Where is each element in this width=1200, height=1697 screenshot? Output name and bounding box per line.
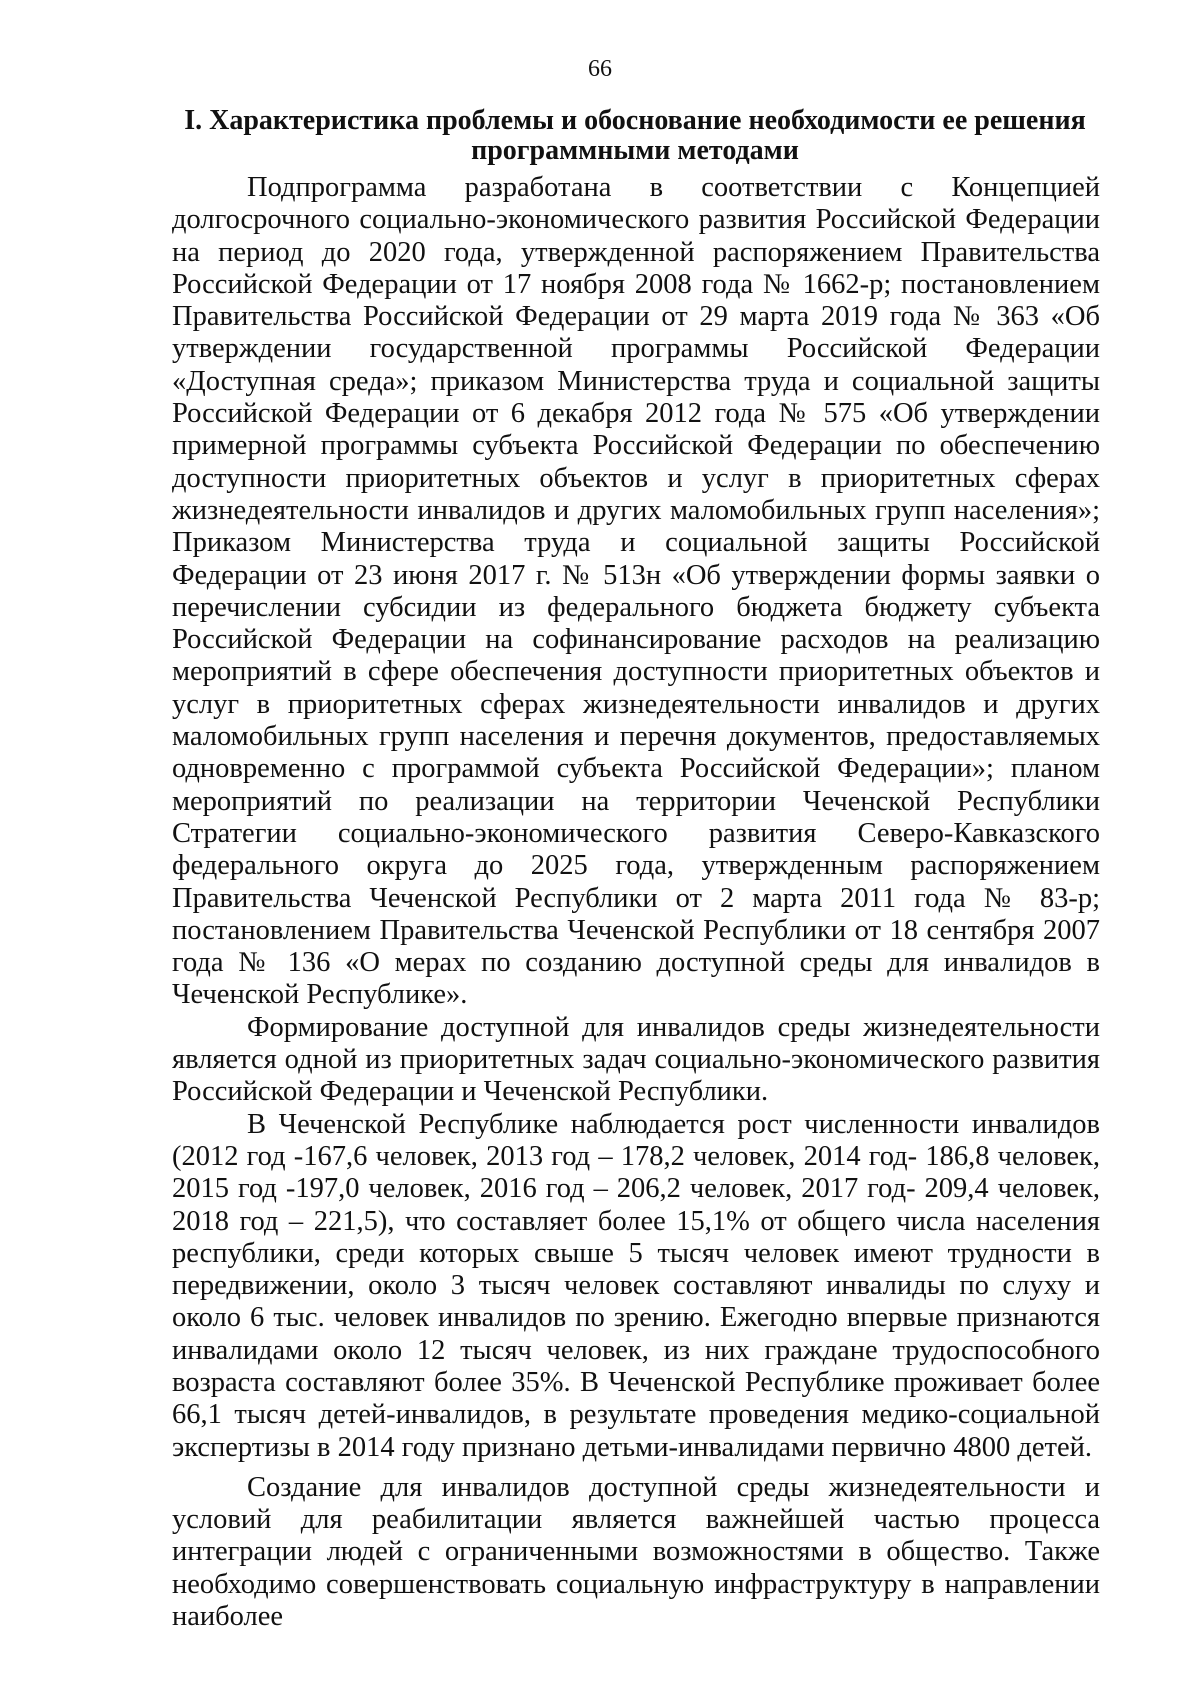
paragraph-integration: Создание для инвалидов доступной среды жизнедеятельности и условий для реабилитации является важнейшей частью процесса интеграции людей с ограниченными возможностями в общество. Также необходимо совершенствовать социальную инфраструктуру в направлении наиболее [172,1471,1100,1633]
section-heading-line-2: программными методами [471,135,799,166]
section-heading [170,106,1100,166]
paragraph-statistics: В Чеченской Республике наблюдается рост численности инвалидов (2012 год -167,6 человек, 2013 год – 178,2 человек, 2014 год- 186,8 человек, 2015 год -197,0 человек, 2016 год – 206,2 человек, 2017 год- 209,4 человек, 2018 год – 221,5), что составляет более 15,1% от общего числа населения республики, среди которых свыше 5 тысяч человек имеют трудности в передвижении, около 3 тысяч человек составляют инвалиды по слуху и около 6 тыс. человек инвалидов по зрению. Ежегодно впервые признаются инвалидами около 12 тысяч человек, из них граждане трудоспособного возраста составляют более 35%. В Чеченской Республике проживает более 66,1 тысяч детей-инвалидов, в результате проведения медико-социальной экспертизы в 2014 году признано детьми-инвалидами первично 4800 детей. [172,1108,1100,1463]
section-heading-line-1: I. Характеристика проблемы и обоснование необходимости ее решения [184,105,1086,136]
body-text [172,172,1100,1633]
paragraph-legal-basis: Подпрограмма разработана в соответствии с Концепцией долгосрочного социально-экономического развития Российской Федерации на период до 2020 года, утвержденной распоряжением Правительства Российской Федерации от 17 ноября 2008 года № 1662-р; постановлением Правительства Российской Федерации от 29 марта 2019 года № 363 «Об утверждении государственной программы Российской Федерации «Доступная среда»; приказом Министерства труда и социальной защиты Российской Федерации от 6 декабря 2012 года № 575 «Об утверждении примерной программы субъекта Российской Федерации по обеспечению доступности приоритетных объектов и услуг в приоритетных сферах жизнедеятельности инвалидов и других маломобильных групп населения»; Приказом Министерства труда и социальной защиты Российской Федерации от 23 июня 2017 г. № 513н «Об утверждении формы заявки о перечислении субсидии из федерального бюджета бюджету субъекта Российской Федерации на софинансирование расходов на реализацию мероприятий в сфере обеспечения доступности приоритетных объектов и услуг в приоритетных сферах жизнедеятельности инвалидов и других маломобильных групп населения и перечня документов, предоставляемых одновременно с программой субъекта Российской Федерации»; планом мероприятий по реализации на территории Чеченской Республики Стратегии социально-экономического развития Северо-Кавказского федерального округа до 2025 года, утвержденным распоряжением Правительства Чеченской Республики от 2 марта 2011 года № 83-р; постановлением Правительства Чеченской Республики от 18 сентября 2007 года № 136 «О мерах по созданию доступной среды для инвалидов в Чеченской Республике». [172,172,1100,1011]
paragraph-priority-task: Формирование доступной для инвалидов среды жизнедеятельности является одной из приоритетных задач социально-экономического развития Российской Федерации и Чеченской Республики. [172,1011,1100,1108]
page-number: 66 [588,56,612,82]
